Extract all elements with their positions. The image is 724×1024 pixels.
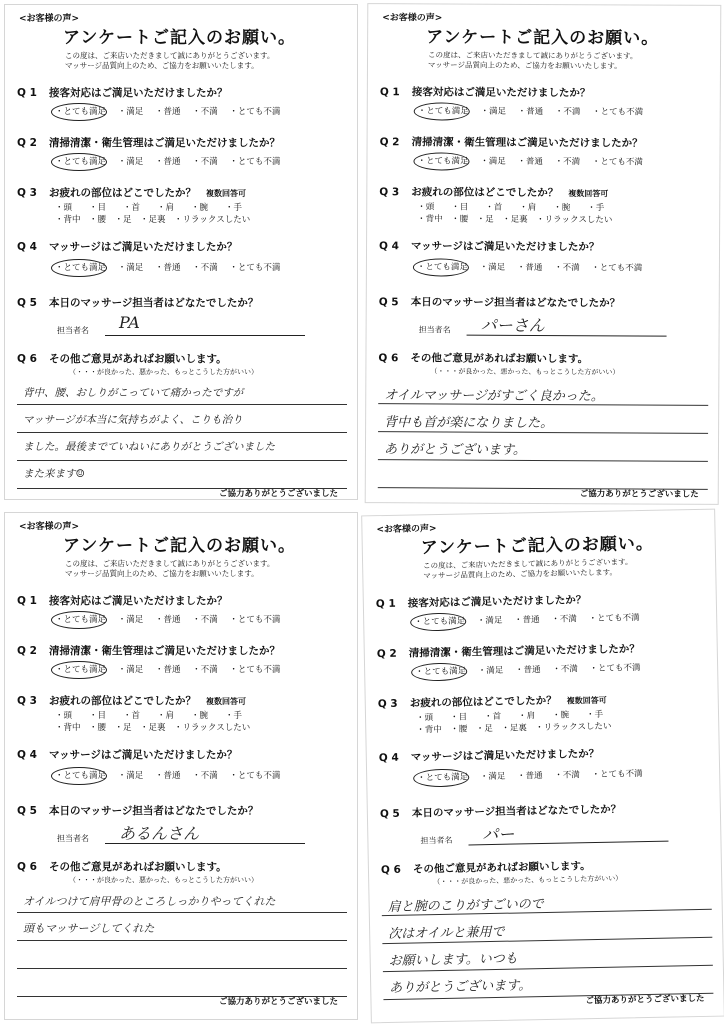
rating-option: ・とても満足 bbox=[55, 107, 106, 117]
q2-number: Q 2 bbox=[17, 137, 37, 149]
parts-row-1: ・頭 ・目 ・首 ・肩 ・腕 ・手 bbox=[55, 203, 243, 213]
survey-title: アンケートご記入のお願い。 bbox=[420, 533, 654, 559]
answer-circle-mark bbox=[51, 611, 107, 629]
rating-option: ・不満 bbox=[192, 107, 218, 117]
rating-option: ・普通 bbox=[154, 665, 181, 675]
q3-note: 複数回答可 bbox=[206, 189, 246, 198]
q4-options bbox=[417, 767, 652, 783]
comment-line: 背中、腰、おしりがこっていて痛かったですが bbox=[23, 387, 244, 399]
q2-text: 清掃清潔・衛生管理はご満足いただけましたか？ bbox=[49, 645, 280, 657]
q6-text: その他ご意見があればお願いします。 bbox=[49, 861, 227, 873]
comment-line: また来ます☺ bbox=[23, 468, 85, 480]
customer-voice-badge: <お客様の声> bbox=[19, 522, 80, 532]
comment-line: ました。最後までていねいにありがとうございました bbox=[23, 441, 275, 453]
q3-text: お疲れの部位はどこでしたか？ bbox=[49, 695, 196, 707]
customer-voice-badge: <お客様の声> bbox=[382, 13, 443, 24]
rating-option: ・満足 bbox=[480, 156, 506, 167]
rating-option: ・とても不満 bbox=[229, 615, 281, 625]
q3-number: Q 3 bbox=[377, 697, 398, 711]
rating-option: ・とても不満 bbox=[588, 613, 640, 625]
rating-option: ・満足 bbox=[117, 665, 144, 675]
q6-subtext: （・・・が良かった、悪かった、もっとこうした方がいい） bbox=[69, 368, 258, 376]
q4-text: マッサージはご満足いただけましたか？ bbox=[49, 241, 238, 253]
q6-text: その他ご意見があればお願いします。 bbox=[49, 353, 227, 365]
q1-options bbox=[418, 104, 652, 117]
comment-line: 頭もマッサージしてくれた bbox=[23, 922, 155, 935]
rating-option: ・満足 bbox=[480, 106, 507, 117]
q4-text: マッサージはご満足いただけましたか？ bbox=[49, 749, 238, 761]
rating-option: ・不満 bbox=[554, 107, 581, 118]
question-2 bbox=[377, 641, 640, 661]
intro-line-1: この度は、ご来店いただきまして誠にありがとうございます。 bbox=[65, 559, 275, 568]
q1-number: Q 1 bbox=[379, 86, 400, 99]
rating-option: ・とても不満 bbox=[591, 157, 643, 168]
rating-option: ・とても満足 bbox=[55, 263, 106, 273]
q1-text: 接客対応はご満足いただけましたか？ bbox=[49, 87, 228, 99]
question-4 bbox=[379, 238, 599, 254]
question-3 bbox=[379, 184, 608, 200]
question-5 bbox=[379, 294, 620, 310]
q1-options bbox=[55, 613, 289, 625]
rating-option: ・満足 bbox=[117, 157, 144, 167]
comment-line: オイルマッサージがすごく良かった。 bbox=[384, 388, 604, 405]
q4-number: Q 4 bbox=[17, 749, 37, 761]
staff-name-handwritten: パー bbox=[482, 824, 515, 845]
q3-number: Q 3 bbox=[379, 186, 400, 199]
answer-circle-mark bbox=[410, 612, 466, 631]
q5-text: 本日のマッサージ担当者はどなたでしたか？ bbox=[49, 297, 259, 309]
q3-body-parts bbox=[416, 709, 612, 737]
q2-text: 清掃清潔・衛生管理はご満足いただけましたか？ bbox=[49, 137, 280, 149]
rating-option: ・普通 bbox=[154, 157, 181, 167]
rating-option: ・普通 bbox=[517, 106, 544, 117]
answer-circle-mark bbox=[413, 258, 469, 276]
rating-option: ・とても満足 bbox=[417, 156, 468, 166]
q1-options bbox=[55, 105, 289, 117]
staff-name-handwritten: あるんさん bbox=[119, 824, 200, 843]
q3-number: Q 3 bbox=[17, 695, 37, 707]
q2-options bbox=[55, 155, 289, 167]
rating-option: ・不満 bbox=[192, 771, 218, 781]
q6-number: Q 6 bbox=[17, 861, 37, 873]
parts-row-2: ・背中 ・腰 ・足 ・足裏 ・リラックスしたい bbox=[417, 214, 613, 226]
rating-option: ・満足 bbox=[479, 262, 506, 273]
comment-line: マッサージが本当に気持ちがよく、こりも治り bbox=[23, 414, 243, 426]
q6-number: Q 6 bbox=[17, 353, 37, 365]
rating-option: ・普通 bbox=[515, 665, 541, 676]
q2-text: 清掃清潔・衛生管理はご満足いただけましたか？ bbox=[411, 136, 643, 150]
rating-option: ・とても不満 bbox=[229, 771, 281, 781]
question-1 bbox=[376, 592, 587, 611]
rating-option: ・とても不満 bbox=[591, 263, 643, 274]
staff-name-handwritten: PA bbox=[119, 313, 140, 332]
rating-option: ・とても不満 bbox=[229, 665, 281, 675]
rating-option: ・とても満足 bbox=[417, 262, 468, 272]
staff-name-label: 担当者名 bbox=[420, 835, 453, 846]
q3-number: Q 3 bbox=[17, 187, 37, 199]
q1-number: Q 1 bbox=[375, 597, 396, 611]
rating-option: ・満足 bbox=[117, 263, 144, 273]
q2-number: Q 2 bbox=[376, 647, 397, 661]
q5-number: Q 5 bbox=[17, 805, 37, 817]
q2-number: Q 2 bbox=[17, 645, 37, 657]
answer-circle-mark bbox=[411, 662, 467, 681]
question-2 bbox=[17, 135, 280, 150]
rating-option: ・満足 bbox=[117, 107, 144, 117]
q1-options bbox=[414, 611, 649, 627]
q2-options bbox=[55, 663, 289, 675]
rating-option: ・とても満足 bbox=[55, 771, 106, 781]
answer-circle-mark bbox=[413, 152, 469, 170]
q4-number: Q 4 bbox=[379, 240, 399, 253]
q3-text: お疲れの部位はどこでしたか？ bbox=[49, 187, 196, 199]
q4-text: マッサージはご満足いただけましたか？ bbox=[411, 240, 600, 254]
q1-text: 接客対応はご満足いただけましたか？ bbox=[407, 594, 587, 610]
comment-line: 背中も首が楽になりました。 bbox=[384, 415, 554, 432]
q2-text: 清掃清潔・衛生管理はご満足いただけましたか？ bbox=[408, 643, 640, 660]
staff-name-label: 担当者名 bbox=[57, 326, 89, 335]
question-1 bbox=[17, 85, 228, 100]
rating-option: ・とても満足 bbox=[55, 615, 106, 625]
question-6 bbox=[378, 350, 588, 366]
comment-line: ありがとうございます。 bbox=[389, 978, 532, 996]
q4-options bbox=[55, 261, 289, 273]
answer-circle-mark bbox=[413, 768, 469, 787]
q1-number: Q 1 bbox=[17, 87, 37, 99]
survey-title: アンケートご記入のお願い。 bbox=[63, 28, 296, 48]
thanks-footer: ご協力ありがとうございました bbox=[585, 993, 705, 1007]
rating-option: ・満足 bbox=[479, 771, 506, 783]
rating-option: ・とても満足 bbox=[414, 616, 465, 627]
answer-circle-mark bbox=[51, 661, 107, 679]
rating-option: ・満足 bbox=[117, 615, 144, 625]
question-3 bbox=[378, 692, 607, 711]
q4-options bbox=[417, 260, 651, 273]
question-2 bbox=[17, 643, 280, 658]
rating-option: ・不満 bbox=[554, 770, 580, 781]
q2-options bbox=[417, 154, 651, 167]
rating-option: ・とても不満 bbox=[592, 107, 644, 118]
question-6 bbox=[17, 351, 227, 366]
question-5 bbox=[17, 803, 258, 818]
q1-text: 接客対応はご満足いただけましたか？ bbox=[49, 595, 228, 607]
staff-name-line bbox=[105, 335, 305, 336]
q5-number: Q 5 bbox=[378, 296, 399, 309]
rating-option: ・不満 bbox=[192, 157, 218, 167]
intro-line-1: この度は、ご来店いただきまして誠にありがとうございます。 bbox=[423, 557, 633, 571]
customer-voice-badge: <お客様の声> bbox=[376, 524, 437, 536]
rating-option: ・普通 bbox=[516, 262, 543, 273]
rating-option: ・普通 bbox=[517, 771, 543, 782]
question-2 bbox=[380, 134, 643, 150]
question-1 bbox=[17, 593, 228, 608]
q3-body-parts bbox=[55, 202, 250, 226]
rating-option: ・普通 bbox=[514, 615, 540, 626]
parts-row-1: ・頭 ・目 ・首 ・肩 ・腕 ・手 bbox=[417, 202, 605, 214]
rating-option: ・とても不満 bbox=[229, 157, 281, 167]
question-4 bbox=[17, 239, 237, 254]
q3-note: 複数回答可 bbox=[566, 695, 607, 706]
rating-option: ・とても不満 bbox=[589, 663, 641, 675]
customer-voice-badge: <お客様の声> bbox=[19, 14, 80, 24]
intro-line-1: この度は、ご来店いただきまして誠にありがとうございます。 bbox=[428, 50, 638, 61]
q5-number: Q 5 bbox=[379, 807, 400, 821]
q1-text: 接客対応はご満足いただけましたか？ bbox=[411, 86, 591, 100]
rating-option: ・不満 bbox=[554, 263, 580, 274]
q2-options bbox=[415, 661, 650, 677]
answer-circle-mark bbox=[51, 767, 107, 785]
q3-note: 複数回答可 bbox=[206, 697, 246, 706]
q6-subtext: （・・・が良かった、悪かった、もっとこうした方がいい） bbox=[69, 876, 258, 884]
intro-line-2: マッサージ品質向上のため、ご協力をお願いいたします。 bbox=[423, 567, 618, 581]
question-6 bbox=[17, 859, 227, 874]
q5-text: 本日のマッサージ担当者はどなたでしたか？ bbox=[49, 805, 259, 817]
survey-sheet-3 bbox=[4, 512, 358, 1020]
rating-option: ・満足 bbox=[477, 665, 504, 677]
answer-circle-mark bbox=[51, 153, 107, 171]
question-4 bbox=[17, 747, 237, 762]
q6-subtext: （・・・が良かった、悪かった、もっとこうした方がいい） bbox=[430, 367, 620, 377]
rating-option: ・普通 bbox=[517, 156, 543, 167]
answer-circle-mark bbox=[51, 103, 107, 121]
rating-option: ・不満 bbox=[554, 157, 581, 168]
rating-option: ・とても満足 bbox=[55, 665, 106, 675]
rating-option: ・とても満足 bbox=[418, 106, 469, 116]
parts-row-1: ・頭 ・目 ・首 ・肩 ・腕 ・手 bbox=[55, 711, 243, 721]
q3-note: 複数回答可 bbox=[568, 189, 609, 199]
survey-sheet-4 bbox=[361, 509, 724, 1024]
q6-subtext: （・・・が良かった、悪かった、もっとこうした方がいい） bbox=[433, 874, 623, 887]
q3-text: お疲れの部位はどこでしたか？ bbox=[411, 186, 559, 200]
q6-number: Q 6 bbox=[378, 352, 399, 365]
intro-line-2: マッサージ品質向上のため、ご協力をお願いいたします。 bbox=[65, 569, 259, 578]
q4-number: Q 4 bbox=[17, 241, 37, 253]
rating-option: ・普通 bbox=[154, 263, 181, 273]
rating-option: ・普通 bbox=[154, 615, 181, 625]
q3-body-parts bbox=[55, 710, 250, 734]
q6-text: その他ご意見があればお願いします。 bbox=[410, 352, 589, 366]
intro-line-1: この度は、ご来店いただきまして誠にありがとうございます。 bbox=[65, 51, 275, 60]
q1-number: Q 1 bbox=[17, 595, 37, 607]
q4-options bbox=[55, 769, 289, 781]
q3-body-parts bbox=[417, 201, 612, 226]
intro-line-2: マッサージ品質向上のため、ご協力をお願いいたします。 bbox=[65, 61, 259, 70]
rating-option: ・不満 bbox=[192, 263, 218, 273]
q5-text: 本日のマッサージ担当者はどなたでしたか？ bbox=[411, 803, 622, 820]
survey-title: アンケートご記入のお願い。 bbox=[63, 536, 296, 556]
q6-text: その他ご意見があればお願いします。 bbox=[412, 860, 591, 876]
survey-sheet-2 bbox=[365, 3, 722, 505]
question-3 bbox=[17, 185, 246, 200]
rating-option: ・普通 bbox=[154, 107, 181, 117]
staff-name-label: 担当者名 bbox=[418, 325, 451, 335]
survey-intro bbox=[423, 557, 633, 581]
survey-title: アンケートご記入のお願い。 bbox=[426, 27, 660, 49]
q4-text: マッサージはご満足いただけましたか？ bbox=[410, 747, 600, 764]
parts-row-2: ・背中 ・腰 ・足 ・足裏 ・リラックスしたい bbox=[55, 215, 251, 225]
rating-option: ・とても不満 bbox=[591, 769, 643, 781]
parts-row-2: ・背中 ・腰 ・足 ・足裏 ・リラックスしたい bbox=[55, 723, 251, 733]
answer-circle-mark bbox=[414, 102, 470, 120]
q6-number: Q 6 bbox=[380, 863, 401, 877]
rating-option: ・満足 bbox=[476, 615, 503, 627]
rating-option: ・満足 bbox=[117, 771, 144, 781]
question-5 bbox=[17, 295, 258, 310]
q5-number: Q 5 bbox=[17, 297, 37, 309]
rating-option: ・とても満足 bbox=[415, 666, 466, 677]
q5-text: 本日のマッサージ担当者はどなたでしたか？ bbox=[410, 296, 621, 310]
question-5 bbox=[380, 802, 622, 822]
comment-line: 肩と腕のこりがすごいので bbox=[387, 897, 544, 916]
staff-name-label: 担当者名 bbox=[57, 834, 89, 843]
rating-option: ・とても不満 bbox=[229, 263, 281, 273]
rating-option: ・普通 bbox=[154, 771, 181, 781]
survey-intro bbox=[428, 50, 638, 71]
rating-option: ・とても不満 bbox=[229, 107, 281, 117]
survey-intro bbox=[65, 559, 274, 579]
comment-line: 次はオイルと兼用で bbox=[388, 924, 505, 943]
survey-sheet-1 bbox=[4, 4, 358, 500]
comment-line: オイルつけて肩甲骨のところしっかりやってくれた bbox=[23, 895, 276, 908]
comment-line: お願いします。いつも bbox=[388, 951, 518, 969]
comment-line: ありがとうございます。 bbox=[383, 442, 526, 458]
rating-option: ・不満 bbox=[552, 664, 578, 675]
staff-name-handwritten: パーさん bbox=[480, 315, 545, 336]
question-1 bbox=[380, 84, 591, 100]
thanks-footer: ご協力ありがとうございました bbox=[579, 489, 699, 500]
q2-number: Q 2 bbox=[379, 136, 400, 149]
question-4 bbox=[379, 746, 600, 765]
rating-option: ・とても満足 bbox=[417, 772, 468, 783]
thanks-footer: ご協力ありがとうございました bbox=[219, 489, 339, 499]
rating-option: ・不満 bbox=[551, 614, 577, 625]
rating-option: ・不満 bbox=[192, 665, 218, 675]
parts-row-2: ・背中 ・腰 ・足 ・足裏 ・リラックスしたい bbox=[416, 721, 612, 736]
q4-number: Q 4 bbox=[378, 751, 399, 765]
intro-line-2: マッサージ品質向上のため、ご協力をお願いいたします。 bbox=[427, 60, 622, 71]
q3-text: お疲れの部位はどこでしたか？ bbox=[409, 694, 557, 710]
survey-intro bbox=[65, 51, 274, 71]
thanks-footer: ご協力ありがとうございました bbox=[219, 997, 339, 1007]
rating-option: ・とても満足 bbox=[55, 157, 106, 167]
question-3 bbox=[17, 693, 246, 708]
answer-circle-mark bbox=[51, 259, 107, 277]
parts-row-1: ・頭 ・目 ・首 ・肩 ・腕 ・手 bbox=[415, 709, 604, 724]
rating-option: ・不満 bbox=[192, 615, 218, 625]
